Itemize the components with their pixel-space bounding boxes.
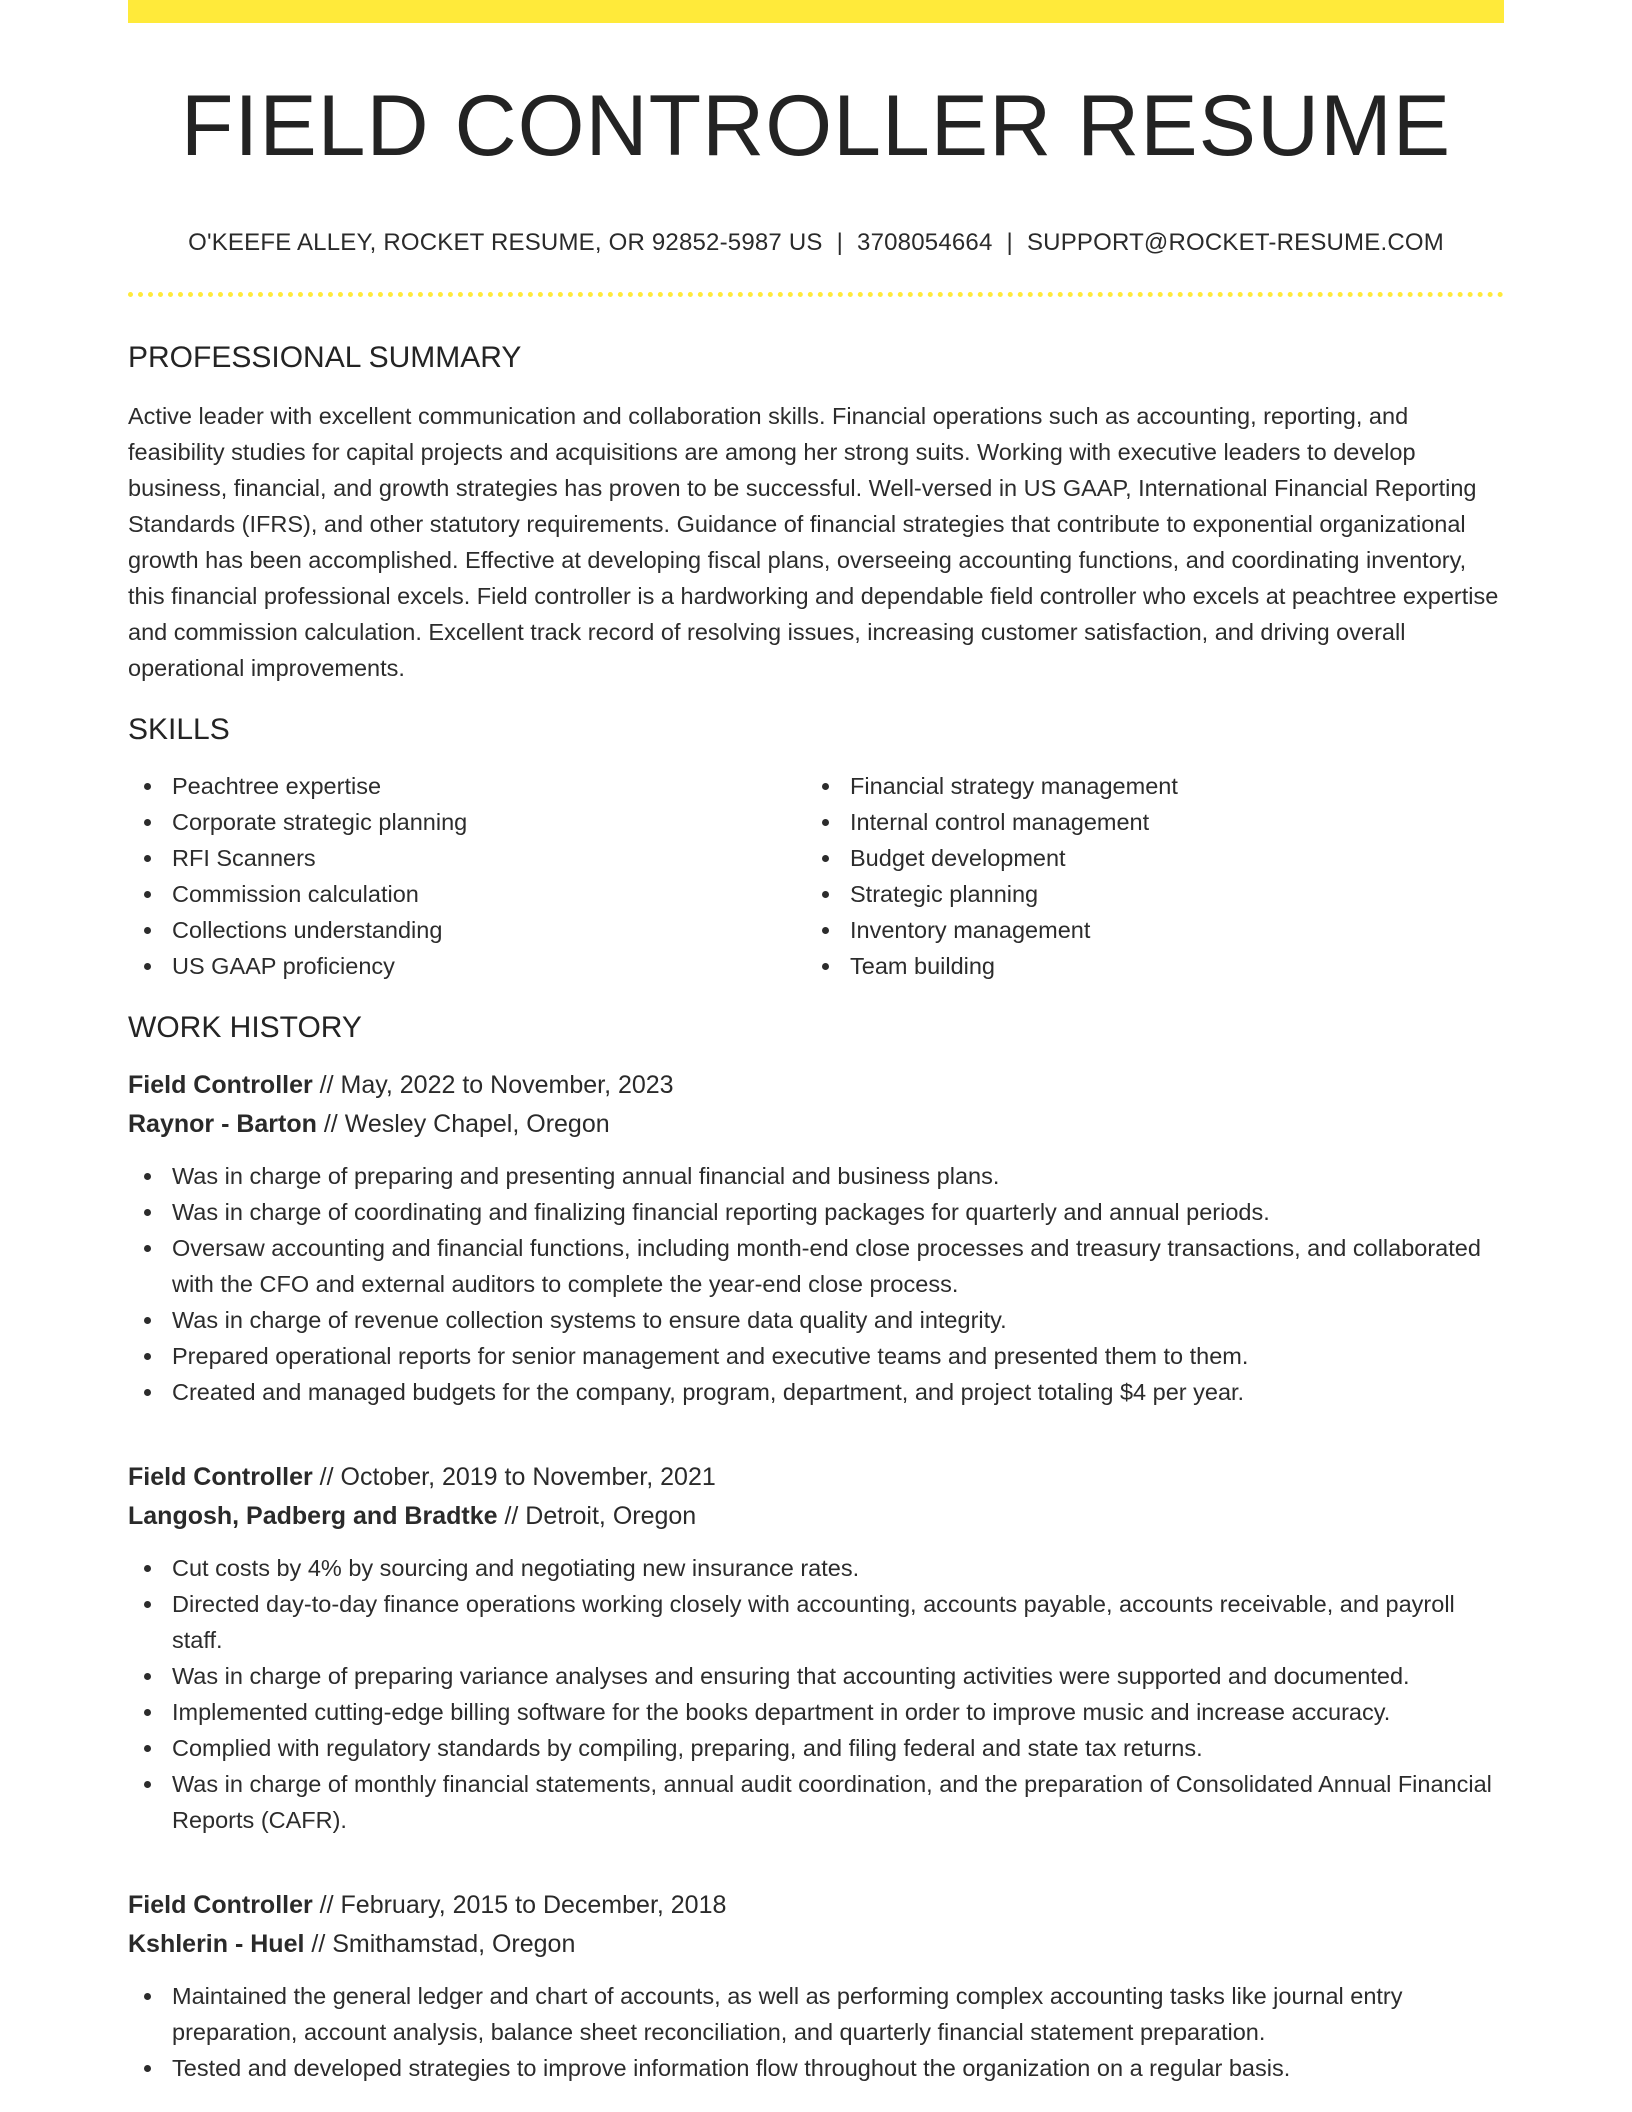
contact-line xyxy=(128,229,1504,258)
duty-item: Was in charge of monthly financial statements, annual audit coordination, and the preparation of Consolidated Annual Financial Reports (CAFR). xyxy=(128,1766,1504,1838)
skill-item: RFI Scanners xyxy=(128,840,806,876)
job-title-line xyxy=(128,1458,1504,1497)
job-company: Raynor - Barton xyxy=(128,1110,317,1139)
skill-item: Strategic planning xyxy=(806,876,1484,912)
skills-column-right xyxy=(806,768,1484,984)
job-title: Field Controller xyxy=(128,1071,313,1100)
contact-address: O'KEEFE ALLEY, ROCKET RESUME, OR 92852-5987 US xyxy=(188,228,823,256)
contact-email: SUPPORT@ROCKET-RESUME.COM xyxy=(1026,228,1444,256)
job-company-line xyxy=(128,1497,1504,1536)
duty-item: Was in charge of preparing variance analyses and ensuring that accounting activities were supported and documented. xyxy=(128,1658,1504,1694)
skill-item: Internal control management xyxy=(806,804,1484,840)
resume-page xyxy=(128,0,1504,2086)
job-company-line xyxy=(128,1925,1504,1964)
job-location: // Detroit, Oregon xyxy=(497,1502,697,1531)
duty-item: Cut costs by 4% by sourcing and negotiating new insurance rates. xyxy=(128,1550,1504,1586)
duty-item: Complied with regulatory standards by compiling, preparing, and filing federal and state tax returns. xyxy=(128,1730,1504,1766)
job-entry xyxy=(128,1458,1504,1838)
contact-phone: 3708054664 xyxy=(857,228,993,256)
resume-title: FIELD CONTROLLER RESUME xyxy=(180,78,1452,174)
job-title-line xyxy=(128,1066,1504,1105)
summary-heading: PROFESSIONAL SUMMARY xyxy=(128,341,522,375)
skill-item: US GAAP proficiency xyxy=(128,948,806,984)
duty-item: Created and managed budgets for the company, program, department, and project totaling $4 per year. xyxy=(128,1374,1504,1410)
job-location: // Wesley Chapel, Oregon xyxy=(316,1110,610,1139)
job-duties xyxy=(128,1158,1504,1410)
skills-list xyxy=(128,768,1504,984)
job-title-line xyxy=(128,1886,1504,1925)
contact-separator: | xyxy=(1006,228,1013,256)
job-duties xyxy=(128,1978,1504,2086)
job-company-line xyxy=(128,1105,1504,1144)
duty-item: Tested and developed strategies to improve information flow throughout the organization on a regular basis. xyxy=(128,2050,1504,2086)
skill-item: Budget development xyxy=(806,840,1484,876)
job-title: Field Controller xyxy=(128,1891,313,1920)
duty-item: Implemented cutting-edge billing software for the books department in order to improve music and increase accuracy. xyxy=(128,1694,1504,1730)
skills-column-left xyxy=(128,768,806,984)
duty-item: Oversaw accounting and financial functions, including month-end close processes and treasury transactions, and collaborated with the CFO and external auditors to complete the year-end close process. xyxy=(128,1230,1504,1302)
duty-item: Was in charge of coordinating and finalizing financial reporting packages for quarterly and annual periods. xyxy=(128,1194,1504,1230)
job-location: // Smithamstad, Oregon xyxy=(304,1930,576,1959)
accent-top-bar xyxy=(128,0,1504,23)
skill-item: Peachtree expertise xyxy=(128,768,806,804)
job-company: Kshlerin - Huel xyxy=(128,1930,305,1959)
contact-separator: | xyxy=(836,228,844,256)
skills-heading: SKILLS xyxy=(128,713,230,747)
job-duties xyxy=(128,1550,1504,1838)
skill-item: Inventory management xyxy=(806,912,1484,948)
duty-item: Maintained the general ledger and chart of accounts, as well as performing complex accounting tasks like journal entry preparation, account analysis, balance sheet reconciliation, and quarterly financial statement preparation. xyxy=(128,1978,1504,2050)
duty-item: Was in charge of preparing and presenting annual financial and business plans. xyxy=(128,1158,1504,1194)
job-dates: // October, 2019 to November, 2021 xyxy=(312,1463,716,1492)
skill-item: Collections understanding xyxy=(128,912,806,948)
duty-item: Prepared operational reports for senior management and executive teams and presented them to them. xyxy=(128,1338,1504,1374)
summary-text: Active leader with excellent communication and collaboration skills. Financial operations such as accounting, reporting, and feasibility studies for capital projects and acquisitions are among her strong suits. Working with executive leaders to develop business, financial, and growth strategies has proven to be successful. Well-versed in US GAAP, International Financial Reporting Standards (IFRS), and other statutory requirements. Guidance of financial strategies that contribute to exponential organizational growth has been accomplished. Effective at developing fiscal plans, overseeing accounting functions, and coordinating inventory, this financial professional excels. Field controller is a hardworking and dependable field controller who excels at peachtree expertise and commission calculation. Excellent track record of resolving issues, increasing customer satisfaction, and driving overall operational improvements. xyxy=(128,403,1499,682)
duty-item: Directed day-to-day finance operations working closely with accounting, accounts payable, accounts receivable, and payroll staff. xyxy=(128,1586,1504,1658)
work-history-heading: WORK HISTORY xyxy=(128,1011,362,1045)
skill-item: Team building xyxy=(806,948,1484,984)
duty-item: Was in charge of revenue collection systems to ensure data quality and integrity. xyxy=(128,1302,1504,1338)
skill-item: Corporate strategic planning xyxy=(128,804,806,840)
dotted-divider xyxy=(128,292,1504,297)
skill-item: Commission calculation xyxy=(128,876,806,912)
job-company: Langosh, Padberg and Bradtke xyxy=(128,1502,498,1531)
job-dates: // February, 2015 to December, 2018 xyxy=(312,1891,727,1920)
job-entry xyxy=(128,1066,1504,1410)
job-dates: // May, 2022 to November, 2023 xyxy=(312,1071,674,1100)
skill-item: Financial strategy management xyxy=(806,768,1484,804)
job-entry xyxy=(128,1886,1504,2086)
job-title: Field Controller xyxy=(128,1463,313,1492)
